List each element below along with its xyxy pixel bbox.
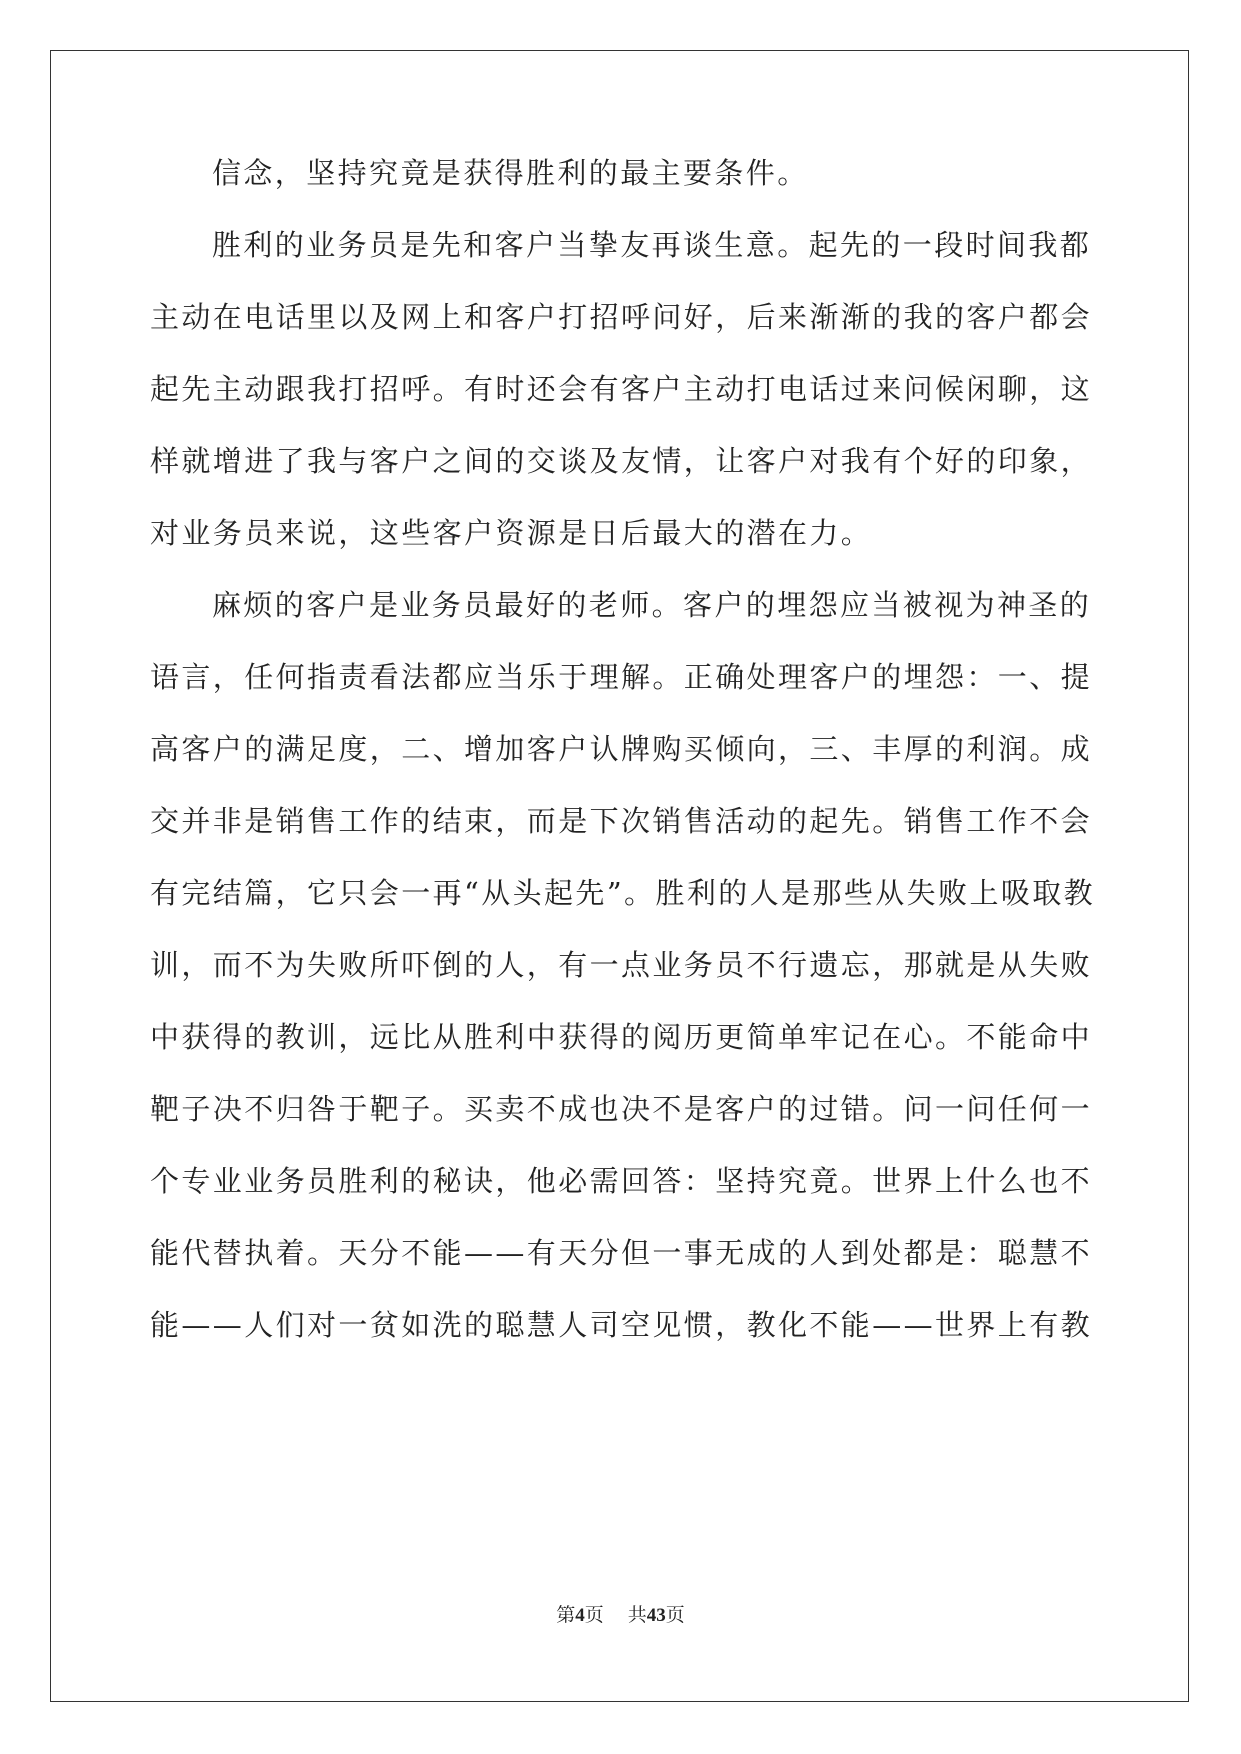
total-prefix: 共 bbox=[627, 1604, 647, 1626]
text-line: 交并非是销售工作的结束，而是下次销售活动的起先。销售工作不会 bbox=[150, 804, 1093, 838]
text-line: 靶子决不归咎于靶子。买卖不成也决不是客户的过错。问一问任何一 bbox=[150, 1092, 1093, 1126]
page-suffix: 页 bbox=[584, 1604, 604, 1626]
text-line: 胜利的业务员是先和客户当挚友再谈生意。起先的一段时间我都 bbox=[212, 228, 1092, 262]
text-line: 样就增进了我与客户之间的交谈及友情，让客户对我有个好的印象， bbox=[150, 444, 1093, 478]
text-line: 能代替执着。天分不能——有天分但一事无成的人到处都是：聪慧不 bbox=[150, 1236, 1093, 1270]
text-line: 有完结篇，它只会一再“从头起先”。胜利的人是那些从失败上吸取教 bbox=[150, 876, 1096, 910]
page-prefix: 第 bbox=[556, 1604, 576, 1626]
total-pages: 43 bbox=[646, 1605, 666, 1626]
text-line: 信念，坚持究竟是获得胜利的最主要条件。 bbox=[212, 156, 809, 190]
text-line: 主动在电话里以及网上和客户打招呼问好，后来渐渐的我的客户都会 bbox=[150, 300, 1093, 334]
text-line: 对业务员来说，这些客户资源是日后最大的潜在力。 bbox=[150, 516, 873, 550]
text-line: 语言，任何指责看法都应当乐于理解。正确处理客户的埋怨：一、提 bbox=[150, 660, 1093, 694]
text-line: 高客户的满足度，二、增加客户认牌购买倾向，三、丰厚的利润。成 bbox=[150, 732, 1093, 766]
text-line: 训，而不为失败所吓倒的人，有一点业务员不行遗忘，那就是从失败 bbox=[150, 948, 1093, 982]
text-line: 起先主动跟我打招呼。有时还会有客户主动打电话过来问候闲聊，这 bbox=[150, 372, 1093, 406]
page-footer bbox=[0, 1600, 1241, 1627]
text-line: 中获得的教训，远比从胜利中获得的阅历更简单牢记在心。不能命中 bbox=[150, 1020, 1093, 1054]
page-number: 4 bbox=[575, 1605, 585, 1626]
total-suffix: 页 bbox=[665, 1604, 685, 1626]
text-line: 能——人们对一贫如洗的聪慧人司空见惯，教化不能——世界上有教 bbox=[150, 1308, 1093, 1342]
text-line: 个专业业务员胜利的秘诀，他必需回答：坚持究竟。世界上什么也不 bbox=[150, 1164, 1093, 1198]
text-line: 麻烦的客户是业务员最好的老师。客户的埋怨应当被视为神圣的 bbox=[212, 588, 1092, 622]
